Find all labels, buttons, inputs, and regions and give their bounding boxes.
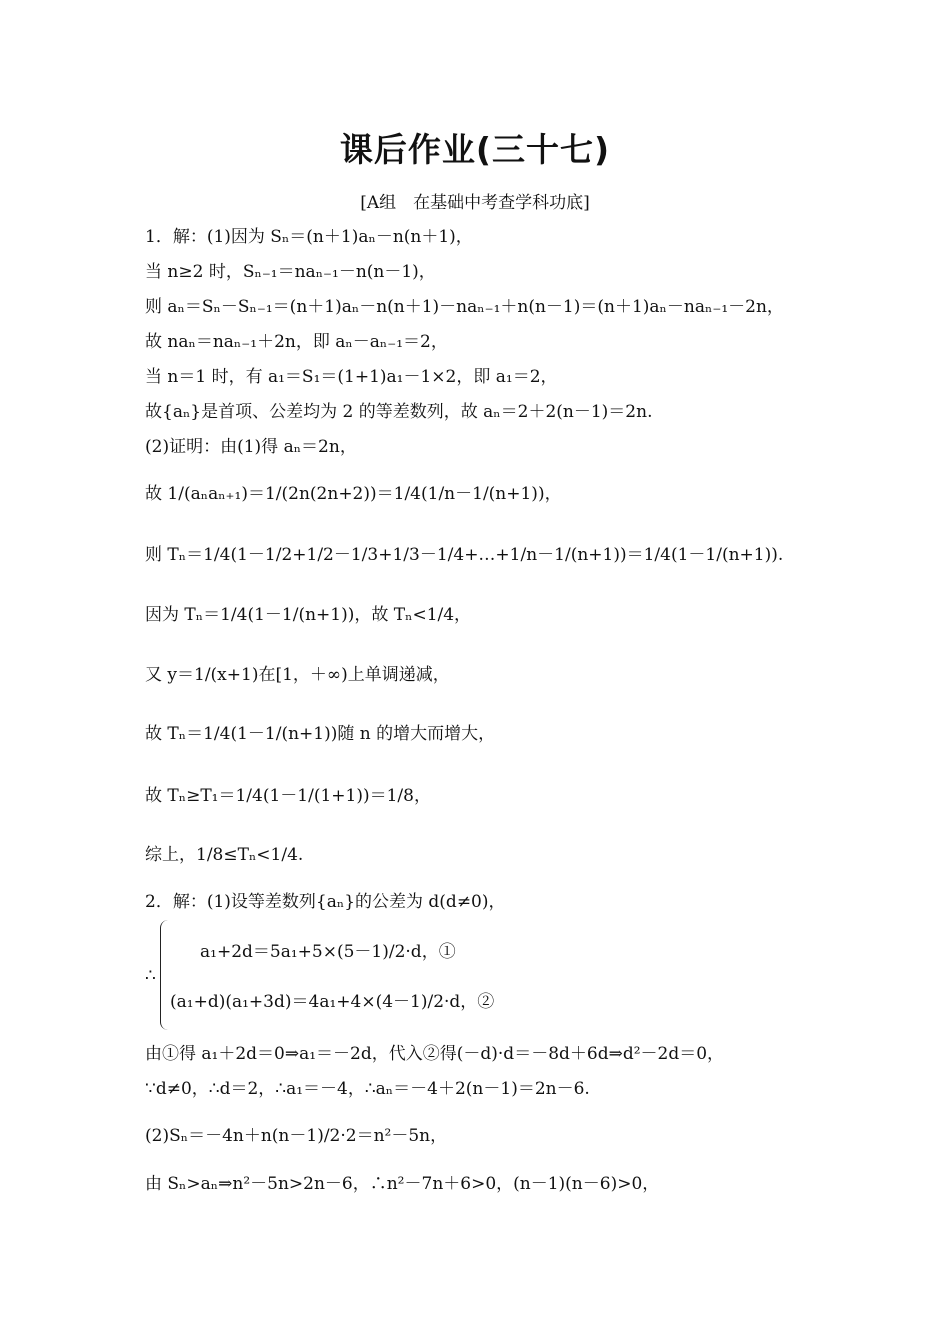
text-line: 1．解：(1)因为 Sₙ＝(n＋1)aₙ－n(n＋1)， [145,227,473,247]
formula-line: 故 Tₙ＝1/4(1－1/(n+1))随 n 的增大而增大， [145,724,496,744]
formula-line: 故 1/(aₙaₙ₊₁)＝1/(2n(2n+2))＝1/4(1/n－1/(n+1))， [145,484,562,504]
text-line: (2)证明：由(1)得 aₙ＝2n， [145,437,357,457]
formula-line: (2)Sₙ＝－4n＋n(n－1)/2·2＝n²－5n， [145,1126,448,1146]
text-line: 由①得 a₁＋2d＝0⇒a₁＝－2d，代入②得(－d)·d＝－8d＋6d⇒d²－2d＝0， [145,1044,725,1064]
formula-line: 则 Tₙ＝1/4(1－1/2+1/2－1/3+1/3－1/4+…+1/n－1/(n+1))＝1/4(1－1/(n+1)). [145,545,784,565]
text-line: 2．解：(1)设等差数列{aₙ}的公差为 d(d≠0)， [145,892,506,912]
text-line: ∵d≠0，∴d＝2，∴a₁＝－4，∴aₙ＝－4＋2(n－1)＝2n－6. [145,1079,590,1099]
page-title: 课后作业(三十七) [339,130,611,169]
equation-1: a₁+2d＝5a₁+5×(5－1)/2·d，① [200,942,456,962]
text-line: 当 n＝1 时，有 a₁＝S₁＝(1+1)a₁－1×2，即 a₁＝2， [145,367,558,387]
section-subtitle: [A组 在基础中考查学科功底] [360,193,590,213]
formula-line: 综上，1/8≤Tₙ<1/4. [145,845,304,865]
text-line: 故{aₙ}是首项、公差均为 2 的等差数列，故 aₙ＝2＋2(n－1)＝2n. [145,402,653,422]
equation-2: (a₁+d)(a₁+3d)＝4a₁+4×(4－1)/2·d，② [170,992,495,1012]
text-line: 由 Sₙ>aₙ⇒n²－5n>2n－6，∴n²－7n＋6>0，(n－1)(n－6)>0， [145,1174,660,1194]
therefore-symbol: ∴ [145,966,156,986]
text-line: 当 n≥2 时，Sₙ₋₁＝naₙ₋₁－n(n－1)， [145,262,436,282]
formula-line: 故 Tₙ≥T₁＝1/4(1－1/(1+1))＝1/8， [145,786,431,806]
formula-line: 因为 Tₙ＝1/4(1－1/(n+1))，故 Tₙ<1/4， [145,605,472,625]
text-line: 则 aₙ＝Sₙ－Sₙ₋₁＝(n＋1)aₙ－n(n＋1)－naₙ₋₁＋n(n－1)＝(n＋1)aₙ－naₙ₋₁－2n， [145,297,784,317]
formula-line: 又 y＝1/(x+1)在[1，＋∞)上单调递减， [145,665,450,685]
text-line: 故 naₙ＝naₙ₋₁＋2n，即 aₙ－aₙ₋₁＝2， [145,332,448,352]
